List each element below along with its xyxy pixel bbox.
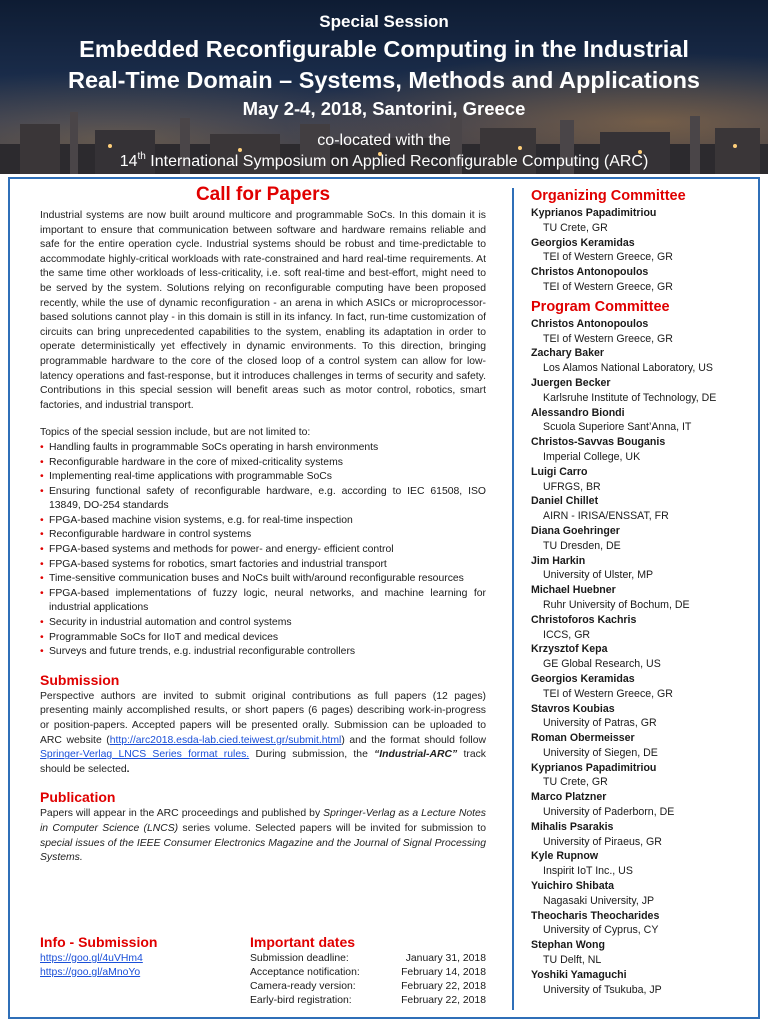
important-dates-block <box>250 934 486 1008</box>
bullet-icon: • <box>40 485 44 497</box>
committee-member <box>531 702 761 732</box>
bullet-icon: • <box>40 471 44 483</box>
member-affiliation: GE Global Research, US <box>543 658 661 671</box>
member-name: Yuichiro Shibata <box>531 880 615 893</box>
member-affiliation: TU Crete, GR <box>543 221 608 234</box>
lncs-format-link[interactable]: Springer-Verlag LNCS Series format rules. <box>40 749 250 761</box>
topic-item: • Handling faults in programmable SoCs operating in harsh environments <box>40 441 486 456</box>
date-location: May 2-4, 2018, Santorini, Greece <box>242 98 526 119</box>
member-name: Juergen Becker <box>531 376 611 389</box>
member-affiliation: University of Cyprus, CY <box>543 924 659 937</box>
member-affiliation: UFRGS, BR <box>543 480 601 493</box>
program-committee-list <box>531 317 761 998</box>
member-affiliation: TEI of Western Greece, GR <box>543 251 673 264</box>
member-name: Michael Huebner <box>531 584 616 597</box>
right-column <box>531 188 761 997</box>
bullet-icon: • <box>40 558 44 570</box>
committee-member <box>531 406 761 436</box>
topic-item: • Reconfigurable hardware in control systems <box>40 528 486 543</box>
bullet-icon: • <box>40 529 44 541</box>
date-row <box>250 952 486 966</box>
committee-member <box>531 849 761 879</box>
info-submission-heading: Info - Submission <box>40 934 158 950</box>
topic-item: • Ensuring functional safety of reconfigurable hardware, e.g. according to IEC 61508, ISO 13849, DO-254 standards <box>40 485 486 512</box>
member-affiliation: Ruhr University of Bochum, DE <box>543 598 690 611</box>
member-name: Georgios Keramidas <box>531 672 635 685</box>
member-name: Christos Antonopoulos <box>531 317 649 330</box>
member-name: Stephan Wong <box>531 939 605 952</box>
committee-member <box>531 790 761 820</box>
info-link-2[interactable]: https://goo.gl/aMnoYo <box>40 967 141 978</box>
date-value: February 14, 2018 <box>401 967 486 978</box>
member-affiliation: University of Piraeus, GR <box>543 835 662 848</box>
member-affiliation: Nagasaki University, JP <box>543 894 655 907</box>
committee-member <box>531 938 761 968</box>
member-affiliation: University of Ulster, MP <box>543 569 654 582</box>
date-label: Submission deadline: <box>250 953 349 964</box>
cfp-intro-paragraph: Industrial systems are now built around multicore and programmable SoCs. In this domain it is important to ensure that communication between software and hardware remains reliable and safe for the entire operation cycle. Industrial systems should be robust and time-predictable to accommodate highly-critical workloads with rate-constrained and hard real-time requirements. At the same time other workloads of less-criticality, i.e. soft real-time and best-effort, might need to be served by the system. Solutions relying on reconfigurable computing have been proposed recently, while the use of dynamic reconfiguration - an arena in which ASICs or microprocessor-based solutions cannot play - in this domain is still in its infancy. In fact, run-time customization of circuits can bring unprecedented capabilities to the system, enabling its adaptation in order to operate deterministically yet effectively in dynamic environments. To this direction, bringing programmable hardware to the core of the closed loop of a control system can allow for low-latency operations and fast-response, but it introduces challenges in terms of security and safety. Contributions in this special session will benefit areas such as motor control, robotics, smart factories, and industrial transport. <box>40 210 486 411</box>
member-name: Zachary Baker <box>531 347 605 360</box>
organizing-committee-heading: Organizing Committee <box>531 188 686 204</box>
bullet-icon: • <box>40 587 44 599</box>
committee-member <box>531 554 761 584</box>
date-value: February 22, 2018 <box>401 981 486 992</box>
date-value: January 31, 2018 <box>405 953 486 964</box>
committee-member <box>531 346 761 376</box>
session-title-line1: Embedded Reconfigurable Computing in the Industrial <box>79 36 689 62</box>
left-column <box>40 184 486 866</box>
committee-member <box>531 376 761 406</box>
member-name: Diana Goehringer <box>531 524 620 537</box>
date-row <box>250 994 486 1008</box>
topics-intro: Topics of the special session include, but are not limited to: <box>40 427 311 439</box>
committee-member <box>531 524 761 554</box>
date-label: Early-bird registration: <box>250 995 352 1006</box>
committee-member <box>531 642 761 672</box>
symposium-name: 14th International Symposium on Applied Reconfigurable Computing (ARC) <box>119 151 649 170</box>
member-name: Theocharis Theocharides <box>531 909 660 922</box>
committee-member <box>531 879 761 909</box>
member-affiliation: AIRN - IRISA/ENSSAT, FR <box>543 510 669 523</box>
member-name: Jim Harkin <box>531 554 586 567</box>
committee-member <box>531 613 761 643</box>
member-name: Christos Antonopoulos <box>531 266 649 279</box>
committee-member <box>531 820 761 850</box>
bullet-icon: • <box>40 441 44 453</box>
organizing-committee-list <box>531 206 761 295</box>
bullet-icon: • <box>40 617 44 629</box>
member-affiliation: Los Alamos National Laboratory, US <box>543 362 713 375</box>
member-affiliation: University of Patras, GR <box>543 717 657 730</box>
member-affiliation: University of Paderborn, DE <box>543 806 675 819</box>
submission-paragraph: Perspective authors are invited to submit original contributions as full papers (12 pages) presenting mainly accomplished results, or short papers (6 pages) describing work-in-progress or position-papers. Accepted papers will be presented orally. Submission can be uploaded to ARC website (http://arc2018.esda-lab.cied.teiwest.gr/submit.html) and the format should follow Springer-Verlag LNCS Series format rules. During submission, the “Industrial-ARC” track should be selected. <box>40 690 486 775</box>
member-name: Luigi Carro <box>531 465 588 478</box>
member-name: Kyprianos Papadimitriou <box>531 761 657 774</box>
member-affiliation: TU Crete, GR <box>543 776 608 789</box>
publication-heading: Publication <box>40 789 116 806</box>
member-affiliation: University of Tsukuba, JP <box>543 983 662 996</box>
committee-member <box>531 583 761 613</box>
member-name: Christos-Savvas Bouganis <box>531 436 666 449</box>
colocated-label: co-located with the <box>317 132 451 149</box>
committee-member <box>531 731 761 761</box>
member-affiliation: University of Siegen, DE <box>543 746 658 759</box>
topic-item: • FPGA-based systems for robotics, smart factories and industrial transport <box>40 558 486 573</box>
committee-member <box>531 761 761 791</box>
important-dates-table <box>250 952 486 1008</box>
info-link-1[interactable]: https://goo.gl/4uVHm4 <box>40 953 143 964</box>
member-affiliation: TU Delft, NL <box>543 954 602 967</box>
committee-member <box>531 909 761 939</box>
date-value: February 22, 2018 <box>401 995 486 1006</box>
member-affiliation: Scuola Superiore Sant’Anna, IT <box>543 421 692 434</box>
member-name: Christoforos Kachris <box>531 613 637 626</box>
member-name: Alessandro Biondi <box>531 406 625 419</box>
important-dates-heading: Important dates <box>250 934 356 950</box>
committee-member <box>531 265 761 295</box>
topic-item: • Security in industrial automation and control systems <box>40 616 486 631</box>
member-name: Roman Obermeisser <box>531 732 635 745</box>
member-affiliation: Inspirit IoT Inc., US <box>543 865 633 878</box>
arc-submit-link[interactable]: http://arc2018.esda-lab.cied.teiwest.gr/submit.html <box>109 734 342 746</box>
column-divider <box>512 188 514 1010</box>
date-row <box>250 966 486 980</box>
program-committee-heading: Program Committee <box>531 298 670 315</box>
session-title-line2: Real-Time Domain – Systems, Methods and Applications <box>67 67 701 93</box>
submission-heading: Submission <box>40 671 120 688</box>
bullet-icon: • <box>40 573 44 585</box>
publication-paragraph: Papers will appear in the ARC proceedings and published by Springer-Verlag as a Lecture Notes in Computer Science (LNCS) series volume. Selected papers will be invited for submission to special issues of the IEEE Consumer Electronics Magazine and the Journal of Signal Processing Systems. <box>40 808 486 864</box>
committee-member <box>531 435 761 465</box>
bullet-icon: • <box>40 514 44 526</box>
member-name: Daniel Chillet <box>531 495 599 508</box>
member-affiliation: Karlsruhe Institute of Technology, DE <box>543 391 717 404</box>
member-affiliation: TEI of Western Greece, GR <box>543 687 673 700</box>
member-affiliation: TU Dresden, DE <box>543 539 621 552</box>
committee-member <box>531 465 761 495</box>
date-label: Camera-ready version: <box>250 981 356 992</box>
member-affiliation: TEI of Western Greece, GR <box>543 332 673 345</box>
topics-list <box>40 441 486 660</box>
member-name: Stavros Koubias <box>531 702 615 715</box>
bullet-icon: • <box>40 544 44 556</box>
topic-item: • Implementing real-time applications with programmable SoCs <box>40 470 486 485</box>
member-name: Kyle Rupnow <box>531 850 599 863</box>
info-submission-block <box>40 934 240 980</box>
topic-item: • FPGA-based systems and methods for power- and energy- efficient control <box>40 543 486 558</box>
bullet-icon: • <box>40 456 44 468</box>
committee-member <box>531 968 761 998</box>
bullet-icon: • <box>40 631 44 643</box>
call-for-papers-heading: Call for Papers <box>195 184 331 205</box>
topic-item: • Time-sensitive communication buses and NoCs built with/around reconfigurable resources <box>40 572 486 587</box>
topic-item: • Reconfigurable hardware in the core of mixed-criticality systems <box>40 456 486 471</box>
committee-member <box>531 672 761 702</box>
bullet-icon: • <box>40 646 44 658</box>
track-name: “Industrial-ARC” <box>374 749 458 761</box>
member-name: Georgios Keramidas <box>531 236 635 249</box>
topic-item: • Surveys and future trends, e.g. industrial reconfigurable controllers <box>40 645 486 660</box>
member-name: Kyprianos Papadimitriou <box>531 207 657 219</box>
topic-item: • Programmable SoCs for IIoT and medical devices <box>40 631 486 646</box>
committee-member <box>531 206 761 236</box>
member-affiliation: TEI of Western Greece, GR <box>543 280 673 293</box>
member-name: Yoshiki Yamaguchi <box>531 968 627 981</box>
special-session-label: Special Session <box>319 12 449 31</box>
topic-item: • FPGA-based machine vision systems, e.g. for real-time inspection <box>40 514 486 529</box>
member-name: Mihalis Psarakis <box>531 820 614 833</box>
date-row <box>250 980 486 994</box>
committee-member <box>531 494 761 524</box>
topic-item: • FPGA-based implementations of fuzzy logic, neural networks, and machine learning for industrial applications <box>40 587 486 614</box>
member-name: Krzysztof Kepa <box>531 643 608 656</box>
committee-member <box>531 317 761 347</box>
committee-member <box>531 236 761 266</box>
member-name: Marco Platzner <box>531 791 607 804</box>
member-affiliation: Imperial College, UK <box>543 450 641 463</box>
date-label: Acceptance notification: <box>250 967 360 978</box>
member-affiliation: ICCS, GR <box>543 628 591 641</box>
bottom-info-row <box>40 934 486 1010</box>
header-banner <box>0 0 768 174</box>
